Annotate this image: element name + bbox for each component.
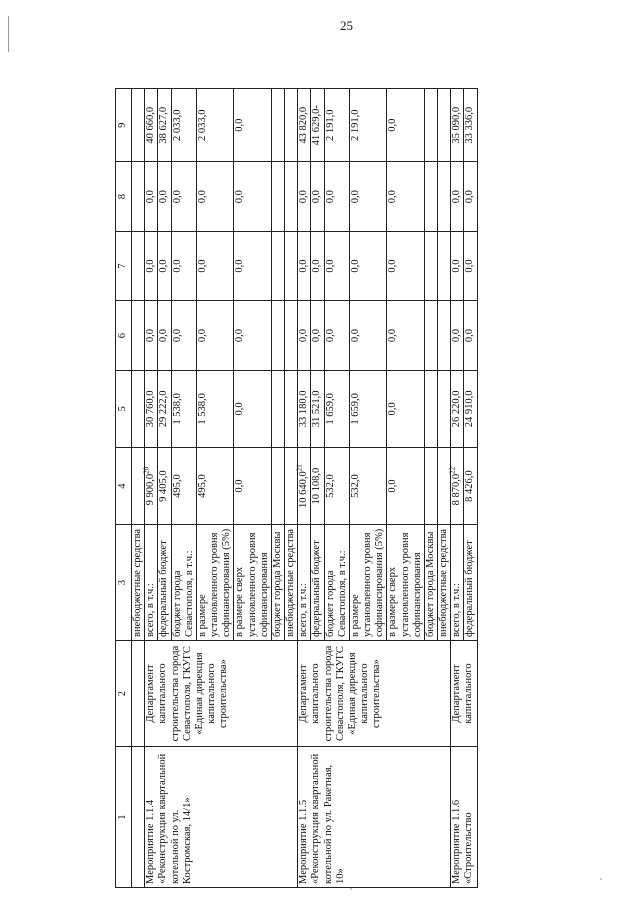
funding-source: всего, в т.ч.: — [451, 525, 464, 641]
value-cell-c9 — [285, 89, 298, 162]
funding-source: в размере сверх установленного уровня софинансирования — [234, 525, 272, 641]
value-cell-c4 — [349, 448, 387, 525]
value-cell-c8: 0,0 — [349, 162, 387, 231]
value-cell-c5: 29 222,0 — [158, 370, 171, 447]
header-row — [116, 89, 132, 888]
header-col-6: 6 — [116, 301, 132, 370]
value-text: 532,0 — [324, 474, 336, 498]
measure-name: Мероприятие 1.1.5 «Реконструкция квартальной котельной по ул. Ракетная, 10» — [298, 747, 451, 888]
value-cell-c5: 0,0 — [234, 370, 272, 447]
value-cell-c8 — [424, 162, 437, 231]
value-cell-c4 — [438, 448, 451, 525]
value-cell-c9: 40 660,0 — [145, 89, 158, 162]
footnote-mark: 22 — [448, 466, 457, 474]
funding-source: всего, в т.ч.: — [145, 525, 158, 641]
header-col-8: 8 — [116, 162, 132, 231]
value-cell-c4 — [464, 448, 477, 525]
value-cell-c4 — [311, 448, 324, 525]
value-cell-c5: 1 659,0 — [349, 370, 387, 447]
value-cell-c8: 0,0 — [171, 162, 196, 231]
footnote-mark: 21 — [295, 464, 304, 472]
value-cell-c4 — [448, 448, 464, 525]
value-text: 8 870,0 — [451, 473, 463, 506]
scan-speck — [600, 878, 602, 880]
value-cell-c8: 0,0 — [311, 162, 324, 231]
value-cell-c5: 0,0 — [387, 370, 425, 447]
value-cell-c6: 0,0 — [196, 301, 234, 370]
value-cell-c8: 0,0 — [234, 162, 272, 231]
value-cell-c9: 0,0 — [387, 89, 425, 162]
measure-executor: Департамент капитального строительства города Севастополя, ГКУГС «Единая дирекция капитального строительства» — [145, 640, 298, 746]
page-number: 25 — [340, 18, 353, 33]
value-cell-c5: 1 659,0 — [324, 370, 349, 447]
funding-source: в размере установленного уровня софинансирования (5%) — [196, 525, 234, 641]
value-cell-c7 — [424, 231, 437, 300]
value-text: 495,0 — [196, 474, 208, 498]
value-cell-c5: 1 538,0 — [171, 370, 196, 447]
value-cell-c7: 0,0 — [158, 231, 171, 300]
value-cell-c7 — [285, 231, 298, 300]
value-cell-c8 — [438, 162, 451, 231]
value-cell-c8 — [271, 162, 284, 231]
carryover-row — [132, 89, 145, 888]
carryover-empty-5 — [132, 370, 145, 447]
carryover-empty-7 — [132, 231, 145, 300]
value-cell-c5: 30 760,0 — [145, 370, 158, 447]
value-cell-c8: 0,0 — [464, 162, 477, 231]
value-cell-c7: 0,0 — [324, 231, 349, 300]
value-text: 0,0 — [234, 479, 246, 493]
carryover-source: внебюджетные средства — [132, 525, 145, 641]
value-cell-c4 — [158, 448, 171, 525]
value-cell-c4 — [196, 448, 234, 525]
value-cell-c7: 0,0 — [464, 231, 477, 300]
value-cell-c7: 0,0 — [451, 231, 464, 300]
carryover-empty-9 — [132, 89, 145, 162]
value-cell-c7 — [438, 231, 451, 300]
value-cell-c9 — [424, 89, 437, 162]
value-cell-c7: 0,0 — [349, 231, 387, 300]
measure-executor: Департамент капитального — [451, 640, 477, 746]
value-text: 495,0 — [171, 474, 183, 498]
value-cell-c6: 0,0 — [311, 301, 324, 370]
footnote-mark: 20 — [142, 466, 151, 474]
value-cell-c9: 0,0 — [234, 89, 272, 162]
value-cell-c6 — [271, 301, 284, 370]
value-cell-c6: 0,0 — [171, 301, 196, 370]
carryover-empty-4 — [132, 448, 145, 525]
value-cell-c5 — [438, 370, 451, 447]
value-cell-c9 — [271, 89, 284, 162]
value-cell-c8: 0,0 — [324, 162, 349, 231]
budget-table-body — [116, 89, 478, 888]
header-col-2: 2 — [116, 640, 132, 746]
value-cell-c6 — [285, 301, 298, 370]
value-cell-c4 — [171, 448, 196, 525]
funding-source: бюджет города Москвы — [424, 525, 437, 641]
value-cell-c4 — [387, 448, 425, 525]
value-cell-c6: 0,0 — [451, 301, 464, 370]
carryover-empty-2 — [132, 640, 145, 746]
value-cell-c5 — [271, 370, 284, 447]
measure-executor: Департамент капитального строительства города Севастополя, ГКУГС «Единая дирекция капитального строительства» — [298, 640, 451, 746]
header-col-5: 5 — [116, 370, 132, 447]
budget-table — [115, 88, 478, 888]
value-cell-c8 — [285, 162, 298, 231]
value-cell-c7: 0,0 — [171, 231, 196, 300]
value-cell-c7: 0,0 — [311, 231, 324, 300]
value-cell-c6: 0,0 — [464, 301, 477, 370]
table-row — [298, 89, 311, 888]
funding-source: бюджет города Москвы — [271, 525, 284, 641]
value-cell-c6: 0,0 — [234, 301, 272, 370]
value-cell-c6 — [438, 301, 451, 370]
value-cell-c4 — [271, 448, 284, 525]
value-cell-c4 — [234, 448, 272, 525]
carryover-empty-6 — [132, 301, 145, 370]
funding-source: федеральный бюджет — [311, 525, 324, 641]
carryover-empty-1 — [132, 747, 145, 888]
value-cell-c8: 0,0 — [298, 162, 311, 231]
value-text: 0,0 — [387, 479, 399, 493]
value-cell-c5 — [285, 370, 298, 447]
value-text: 532,0 — [349, 474, 361, 498]
header-col-7: 7 — [116, 231, 132, 300]
value-text: 9 900,0 — [145, 473, 157, 506]
value-cell-c7: 0,0 — [145, 231, 158, 300]
value-cell-c4 — [424, 448, 437, 525]
value-cell-c4 — [295, 448, 311, 525]
value-cell-c9: 2 033,0 — [196, 89, 234, 162]
value-cell-c6: 0,0 — [349, 301, 387, 370]
scan-speck — [350, 888, 352, 890]
funding-source: бюджет города Севастополя, в т.ч.: — [171, 525, 196, 641]
value-text: 8 426,0 — [464, 470, 476, 502]
measure-name: Мероприятие 1.1.4 «Реконструкция квартальной котельной по ул. Костромская, 14/1» — [145, 747, 298, 888]
funding-source: внебюджетные средства — [285, 525, 298, 641]
value-cell-c9: 43 820,0 — [298, 89, 311, 162]
value-cell-c6 — [424, 301, 437, 370]
header-col-1: 1 — [116, 747, 132, 888]
value-cell-c6: 0,0 — [158, 301, 171, 370]
value-cell-c5: 33 180,0 — [298, 370, 311, 447]
carryover-empty-8 — [132, 162, 145, 231]
value-cell-c9: 38 627,0 — [158, 89, 171, 162]
value-cell-c9: 33 336,0 — [464, 89, 477, 162]
funding-source: бюджет города Севастополя, в т.ч.: — [324, 525, 349, 641]
measure-name: Мероприятие 1.1.6 «Строительство — [451, 747, 477, 888]
value-cell-c9: 2 191,0 — [324, 89, 349, 162]
value-cell-c6: 0,0 — [387, 301, 425, 370]
table-row — [451, 89, 464, 888]
value-cell-c8: 0,0 — [451, 162, 464, 231]
value-cell-c9: 35 090,0 — [451, 89, 464, 162]
value-cell-c4 — [324, 448, 349, 525]
value-cell-c5 — [424, 370, 437, 447]
scan-edge-mark — [8, 16, 9, 52]
value-cell-c9: 41 629,0- — [311, 89, 324, 162]
value-cell-c5: 31 521,0 — [311, 370, 324, 447]
value-cell-c5: 1 538,0 — [196, 370, 234, 447]
value-cell-c9 — [438, 89, 451, 162]
value-cell-c9: 2 033,0 — [171, 89, 196, 162]
value-cell-c4 — [142, 448, 158, 525]
value-cell-c5: 26 220,0 — [451, 370, 464, 447]
value-cell-c7: 0,0 — [234, 231, 272, 300]
value-text: 9 405,0 — [158, 470, 170, 502]
value-cell-c6: 0,0 — [324, 301, 349, 370]
value-cell-c6: 0,0 — [145, 301, 158, 370]
funding-source: федеральный бюджет — [158, 525, 171, 641]
funding-source: федеральный бюджет — [464, 525, 477, 641]
funding-source: в размере установленного уровня софинансирования (5%) — [349, 525, 387, 641]
value-cell-c4 — [285, 448, 298, 525]
value-text: 10 108,0 — [311, 467, 323, 505]
table-row — [145, 89, 158, 888]
funding-source: внебюджетные средства — [438, 525, 451, 641]
rotated-table-wrapper — [115, 88, 529, 888]
value-cell-c7 — [271, 231, 284, 300]
header-col-9: 9 — [116, 89, 132, 162]
value-cell-c8: 0,0 — [158, 162, 171, 231]
header-col-4: 4 — [116, 448, 132, 525]
value-cell-c7: 0,0 — [196, 231, 234, 300]
funding-source: всего, в т.ч.: — [298, 525, 311, 641]
value-cell-c8: 0,0 — [387, 162, 425, 231]
value-cell-c6: 0,0 — [298, 301, 311, 370]
value-cell-c9: 2 191,0 — [349, 89, 387, 162]
value-cell-c8: 0,0 — [196, 162, 234, 231]
value-cell-c8: 0,0 — [145, 162, 158, 231]
value-cell-c5: 24 910,0 — [464, 370, 477, 447]
value-text: 10 640,0 — [298, 471, 310, 508]
value-cell-c7: 0,0 — [387, 231, 425, 300]
funding-source: в размере сверх установленного уровня софинансирования — [387, 525, 425, 641]
value-cell-c7: 0,0 — [298, 231, 311, 300]
header-col-3: 3 — [116, 525, 132, 641]
